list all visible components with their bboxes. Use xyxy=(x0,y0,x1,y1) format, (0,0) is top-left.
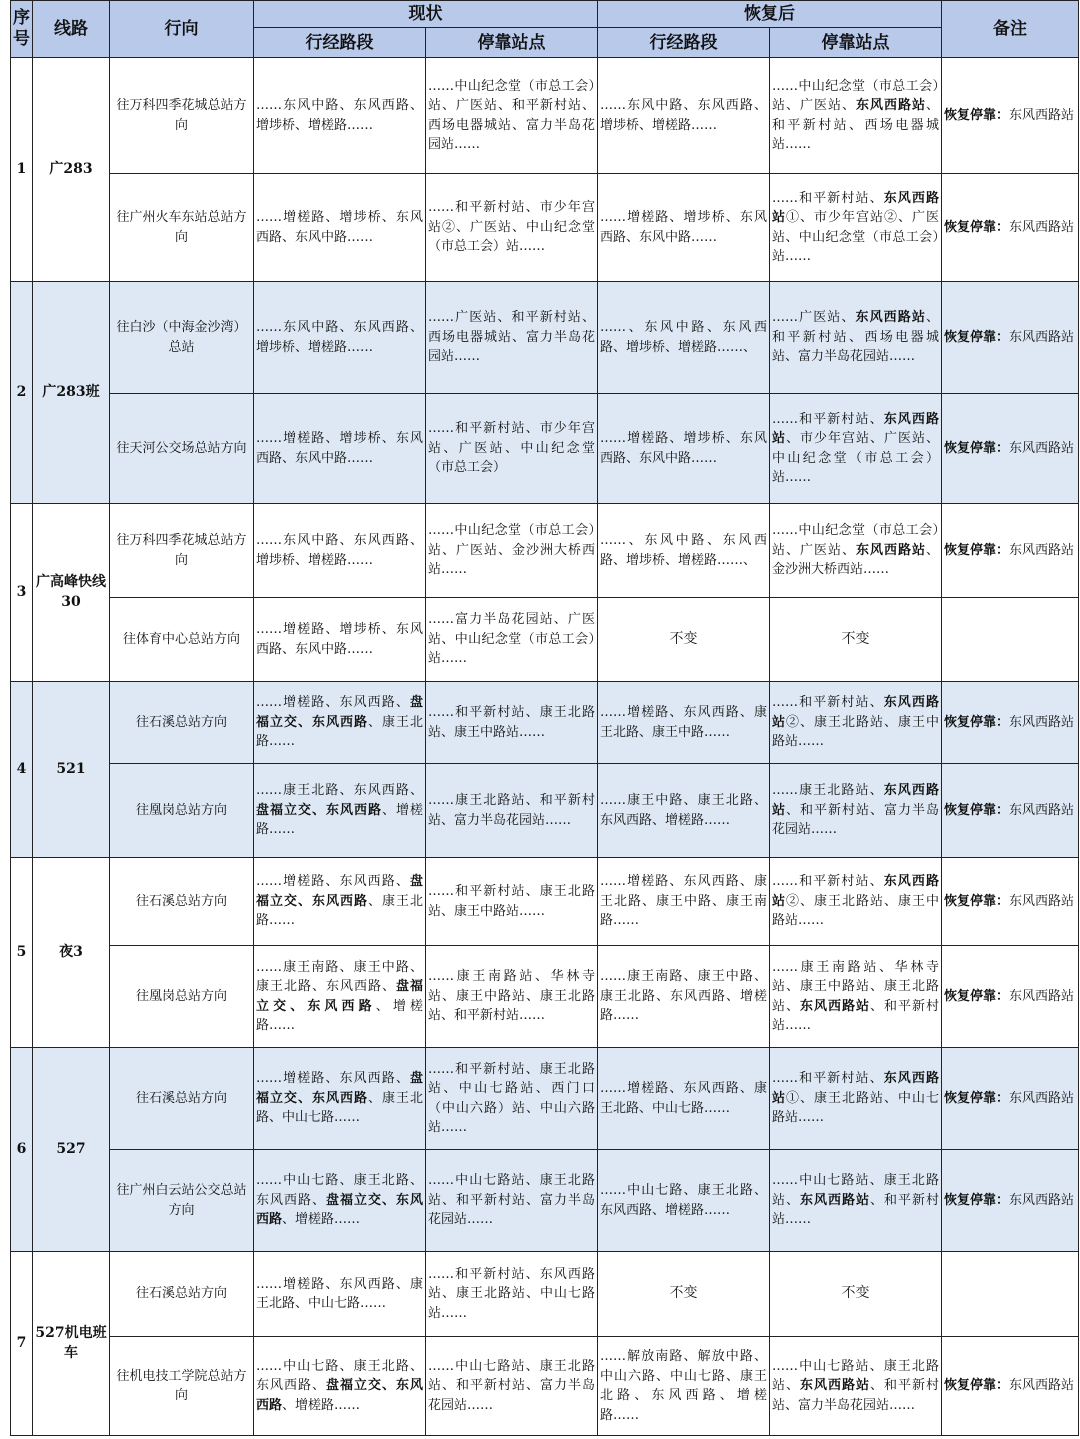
row-number: 3 xyxy=(11,504,33,682)
remark-cell xyxy=(942,946,1079,1048)
remark-cell xyxy=(942,1150,1079,1252)
table-row xyxy=(11,946,1079,1048)
restored-path-cell xyxy=(598,858,770,946)
header-seq: 序号 xyxy=(11,1,33,58)
direction-cell: 往石溪总站方向 xyxy=(110,858,254,946)
text-run: ……增槎路、东风西路、 xyxy=(256,695,410,711)
text-run: 东风西路站 xyxy=(1009,329,1075,345)
text-run: ……东风中路、东风西路、增埗桥、增槎路…… xyxy=(256,98,423,133)
text-run: 、和平新村站、富力半岛花园站…… xyxy=(772,1378,939,1413)
route-name: 527 xyxy=(33,1048,110,1252)
text-run: ……广医站、 xyxy=(772,310,856,326)
row-number: 5 xyxy=(11,858,33,1048)
current-stops-cell xyxy=(426,504,598,598)
header-restored-stops: 停靠站点 xyxy=(770,28,942,58)
current-stops-cell xyxy=(426,58,598,174)
text-run: ……中山纪念堂（市总工会）站、广医站、和平新村站、西场电器城站、富力半岛花园站…… xyxy=(428,78,595,152)
table-row xyxy=(11,504,1079,598)
text-run: ②、康王北路站、康王中路站…… xyxy=(772,714,939,750)
text-run: 东风西路站 xyxy=(1009,802,1075,818)
bold-text: 恢复停靠： xyxy=(944,1192,1010,1208)
text-run: ……康王北路、东风西路、 xyxy=(256,783,423,799)
row-number: 2 xyxy=(11,282,33,504)
restored-path-cell xyxy=(598,598,770,682)
restored-stops-cell xyxy=(770,946,942,1048)
text-run: ……、东风中路、东风西路、增埗桥、增槎路……、 xyxy=(600,320,767,355)
current-stops-cell xyxy=(426,598,598,682)
text-run: 、和平新村站、富力半岛花园站…… xyxy=(772,802,939,838)
text-run: ……和平新村站、康王北路站、康王中路站…… xyxy=(428,884,595,919)
current-path-cell xyxy=(254,1337,426,1436)
text-run: 东风西路站 xyxy=(1009,440,1075,456)
restored-stops-cell xyxy=(770,282,942,394)
direction-cell: 往石溪总站方向 xyxy=(110,1252,254,1337)
current-stops-cell xyxy=(426,946,598,1048)
direction-cell: 往天河公交场总站方向 xyxy=(110,394,254,504)
remark-cell xyxy=(942,858,1079,946)
text-run: 东风西路站 xyxy=(1009,988,1075,1004)
text-run: 东风西路站 xyxy=(1009,714,1075,730)
text-run: ……增槎路、东风西路、康王北路、中山七路…… xyxy=(256,1276,423,1311)
text-run: ……中山纪念堂（市总工会）站、广医站、 xyxy=(772,78,939,113)
text-run: ……康王南路站、华林寺站、康王中路站、康王北路站、 xyxy=(772,959,939,1014)
bold-text: 盘福立交、东风西路 xyxy=(256,695,423,730)
header-route: 线路 xyxy=(33,1,110,58)
restored-path-cell xyxy=(598,504,770,598)
text-run: 东风西路站 xyxy=(1009,1378,1075,1394)
remark-cell xyxy=(942,282,1079,394)
bold-text: 东风西路站 xyxy=(800,1192,870,1208)
bold-text: 恢复停靠： xyxy=(944,714,1010,730)
header-remark: 备注 xyxy=(942,1,1079,58)
text-run: 东风西路站 xyxy=(1009,1090,1075,1106)
text-run: ……中山七路站、康王北路站、和平新村站、富力半岛花园站…… xyxy=(428,1173,595,1228)
text-run: ……康王中路、康王北路、东风西路、增槎路…… xyxy=(600,793,767,828)
bold-text: 盘福立交、东风西路 xyxy=(256,979,423,1014)
restored-stops-cell xyxy=(770,1048,942,1150)
text-run: 、康王北路、中山七路…… xyxy=(256,1090,423,1126)
text-run: ……广医站、和平新村站、西场电器城站、富力半岛花园站…… xyxy=(428,310,595,365)
restored-path-cell xyxy=(598,1337,770,1436)
bold-text: 恢复停靠： xyxy=(944,107,1010,123)
text-run: 、市少年宫站、广医站、中山纪念堂（市总工会）站…… xyxy=(772,431,939,485)
text-run: 不变 xyxy=(669,630,698,647)
current-path-cell xyxy=(254,282,426,394)
restored-path-cell xyxy=(598,174,770,282)
text-run: 、康王北路…… xyxy=(256,893,423,929)
direction-cell: 往万科四季花城总站方向 xyxy=(110,504,254,598)
text-run: 、增槎路…… xyxy=(282,1212,361,1228)
bold-text: 东风西路站 xyxy=(772,411,939,446)
text-run: 、增槎路…… xyxy=(282,1397,361,1413)
restored-stops-cell xyxy=(770,58,942,174)
text-run: 、康王北路…… xyxy=(256,714,423,750)
table-body xyxy=(11,58,1079,1436)
bold-text: 东风西路站 xyxy=(800,998,870,1014)
row-number: 6 xyxy=(11,1048,33,1252)
table-header xyxy=(11,1,1079,58)
text-run: ……东风中路、东风西路、增埗桥、增槎路…… xyxy=(256,320,423,355)
remark-cell xyxy=(942,58,1079,174)
header-current: 现状 xyxy=(254,1,598,28)
text-run: 东风西路站 xyxy=(1009,107,1075,123)
table-row xyxy=(11,174,1079,282)
header-current-path: 行经路段 xyxy=(254,28,426,58)
text-run: ……康王南路站、华林寺站、康王中路站、康王北路站、和平新村站…… xyxy=(428,969,595,1024)
text-run: ……增槎路、增埗桥、东风西路、东风中路…… xyxy=(256,210,423,245)
text-run: ……和平新村站、 xyxy=(772,874,884,890)
text-run: ……解放南路、解放中路、中山六路、中山七路、康王北路、东风西路、增槎路…… xyxy=(600,1349,767,1423)
current-path-cell xyxy=(254,598,426,682)
text-run: 、和平新村站、西场电器城站…… xyxy=(772,98,939,152)
text-run: 、和平新村站…… xyxy=(772,1192,939,1228)
text-run: 东风西路站 xyxy=(1009,542,1075,558)
bold-text: 恢复停靠： xyxy=(944,329,1010,345)
direction-cell: 往石溪总站方向 xyxy=(110,682,254,764)
table-row xyxy=(11,282,1079,394)
bold-text: 恢复停靠： xyxy=(944,219,1010,235)
text-run: 、增槎路…… xyxy=(256,802,423,838)
remark-cell xyxy=(942,504,1079,598)
current-stops-cell xyxy=(426,858,598,946)
text-run: ……和平新村站、 xyxy=(772,1071,884,1087)
current-stops-cell xyxy=(426,1252,598,1337)
bold-text: 东风西路站 xyxy=(772,695,939,730)
text-run: ……和平新村站、 xyxy=(772,190,884,206)
restored-path-cell xyxy=(598,394,770,504)
direction-cell: 往凰岗总站方向 xyxy=(110,946,254,1048)
bold-text: 东风西路站 xyxy=(772,783,939,818)
restored-path-cell xyxy=(598,764,770,858)
text-run: ……康王北路站、和平新村站、富力半岛花园站…… xyxy=(428,793,595,828)
row-number: 7 xyxy=(11,1252,33,1436)
route-name: 广高峰快线30 xyxy=(33,504,110,682)
restored-path-cell xyxy=(598,1252,770,1337)
route-name: 广283 xyxy=(33,58,110,282)
text-run: ……中山七路、康王北路、东风西路、 xyxy=(256,1358,423,1394)
table-row xyxy=(11,58,1079,174)
table-row xyxy=(11,682,1079,764)
text-run: ……康王南路、康王中路、康王北路、东风西路、增槎路…… xyxy=(600,969,767,1024)
text-run: 不变 xyxy=(841,630,870,647)
table-row xyxy=(11,1337,1079,1436)
text-run: 、增槎路…… xyxy=(256,998,423,1033)
current-stops-cell xyxy=(426,682,598,764)
text-run: ……和平新村站、康王北路站、康王中路站…… xyxy=(428,705,595,740)
restored-stops-cell xyxy=(770,504,942,598)
current-stops-cell xyxy=(426,1337,598,1436)
current-stops-cell xyxy=(426,174,598,282)
current-stops-cell xyxy=(426,1150,598,1252)
text-run: ……和平新村站、 xyxy=(772,411,884,427)
route-table-container xyxy=(10,0,1078,1436)
direction-cell: 往万科四季花城总站方向 xyxy=(110,58,254,174)
remark-cell xyxy=(942,682,1079,764)
restored-stops-cell xyxy=(770,1252,942,1337)
remark-cell xyxy=(942,174,1079,282)
bold-text: 恢复停靠： xyxy=(944,802,1010,818)
bold-text: 东风西路站 xyxy=(855,542,926,558)
direction-cell: 往白沙（中海金沙湾）总站 xyxy=(110,282,254,394)
direction-cell: 往体育中心总站方向 xyxy=(110,598,254,682)
bold-text: 东风西路站 xyxy=(772,1071,939,1106)
header-restored: 恢复后 xyxy=(598,1,942,28)
bold-text: 恢复停靠： xyxy=(944,1378,1010,1394)
table-row xyxy=(11,394,1079,504)
restored-stops-cell xyxy=(770,764,942,858)
bold-text: 盘福立交、东风西路 xyxy=(256,1378,423,1413)
bold-text: 盘福立交、东风西路 xyxy=(256,802,382,818)
text-run: ……和平新村站、 xyxy=(772,695,884,711)
table-row xyxy=(11,1150,1079,1252)
restored-stops-cell xyxy=(770,174,942,282)
restored-path-cell xyxy=(598,946,770,1048)
text-run: ……和平新村站、康王北路站、中山七路站、西门口（中山六路）站、中山六路站…… xyxy=(428,1061,595,1135)
restored-stops-cell xyxy=(770,394,942,504)
text-run: ……增槎路、东风西路、康王北路、康王中路、康王南路…… xyxy=(600,874,767,929)
bold-text: 东风西路站 xyxy=(772,190,939,225)
bold-text: 恢复停靠： xyxy=(944,893,1010,909)
remark-cell xyxy=(942,1337,1079,1436)
text-run: ②、康王北路站、康王中路站…… xyxy=(772,893,939,929)
text-run: 不变 xyxy=(841,1285,870,1302)
direction-cell: 往广州白云站公交总站方向 xyxy=(110,1150,254,1252)
restored-path-cell xyxy=(598,1150,770,1252)
direction-cell: 往凰岗总站方向 xyxy=(110,764,254,858)
restored-path-cell xyxy=(598,282,770,394)
restored-stops-cell xyxy=(770,1337,942,1436)
restored-path-cell xyxy=(598,58,770,174)
table-row xyxy=(11,858,1079,946)
text-run: 、和平新村站…… xyxy=(772,998,939,1033)
header-restored-path: 行经路段 xyxy=(598,28,770,58)
text-run: ……增槎路、东风西路、 xyxy=(256,874,410,890)
text-run: 不变 xyxy=(669,1285,698,1302)
current-path-cell xyxy=(254,764,426,858)
text-run: ……增槎路、东风西路、康王北路、中山七路…… xyxy=(600,1081,767,1116)
bold-text: 恢复停靠： xyxy=(944,542,1010,558)
text-run: ①、市少年宫站②、广医站、中山纪念堂（市总工会）站…… xyxy=(772,210,939,264)
direction-cell: 往广州火车东站总站方向 xyxy=(110,174,254,282)
text-run: ……东风中路、东风西路、增埗桥、增槎路…… xyxy=(256,533,423,568)
text-run: ……康王南路、康王中路、康王北路、东风西路、 xyxy=(256,959,423,994)
current-path-cell xyxy=(254,1150,426,1252)
row-number: 4 xyxy=(11,682,33,858)
bold-text: 盘福立交、东风西路 xyxy=(256,874,423,909)
bold-text: 东风西路站 xyxy=(855,310,926,326)
text-run: ……和平新村站、市少年宫站②、广医站、中山纪念堂（市总工会）站…… xyxy=(428,200,595,255)
bold-text: 恢复停靠： xyxy=(944,1090,1010,1106)
route-name: 521 xyxy=(33,682,110,858)
text-run: 东风西路站 xyxy=(1009,219,1075,235)
table-row xyxy=(11,1048,1079,1150)
remark-cell xyxy=(942,764,1079,858)
route-change-table xyxy=(10,0,1079,1436)
current-path-cell xyxy=(254,682,426,764)
text-run: ……中山纪念堂（市总工会）站、广医站、 xyxy=(772,523,939,558)
route-name: 广283班 xyxy=(33,282,110,504)
text-run: ……中山七路站、康王北路站、和平新村站、富力半岛花园站…… xyxy=(428,1358,595,1413)
remark-cell xyxy=(942,394,1079,504)
text-run: ……东风中路、东风西路、增埗桥、增槎路…… xyxy=(600,98,767,133)
restored-path-cell xyxy=(598,682,770,764)
table-row xyxy=(11,1252,1079,1337)
text-run: 东风西路站 xyxy=(1009,1192,1075,1208)
current-path-cell xyxy=(254,174,426,282)
bold-text: 盘福立交、东风西路 xyxy=(256,1192,423,1228)
bold-text: 东风西路站 xyxy=(800,1378,870,1394)
text-run: ①、康王北路站、中山七路站…… xyxy=(772,1090,939,1126)
current-path-cell xyxy=(254,394,426,504)
current-path-cell xyxy=(254,946,426,1048)
header-current-stops: 停靠站点 xyxy=(426,28,598,58)
text-run: 、金沙洲大桥西站…… xyxy=(772,542,939,578)
bold-text: 恢复停靠： xyxy=(944,440,1010,456)
current-path-cell xyxy=(254,504,426,598)
text-run: ……增槎路、增埗桥、东风西路、东风中路…… xyxy=(256,431,423,466)
text-run: ……增槎路、增埗桥、东风西路、东风中路…… xyxy=(600,431,767,466)
text-run: 东风西路站 xyxy=(1009,893,1075,909)
current-path-cell xyxy=(254,58,426,174)
current-path-cell xyxy=(254,858,426,946)
route-name: 夜3 xyxy=(33,858,110,1048)
bold-text: 东风西路站 xyxy=(855,98,926,113)
restored-stops-cell xyxy=(770,598,942,682)
restored-stops-cell xyxy=(770,1150,942,1252)
direction-cell: 往机电技工学院总站方向 xyxy=(110,1337,254,1436)
remark-cell xyxy=(942,598,1079,682)
header-direction: 行向 xyxy=(110,1,254,58)
current-stops-cell xyxy=(426,1048,598,1150)
remark-cell xyxy=(942,1252,1079,1337)
direction-cell: 往石溪总站方向 xyxy=(110,1048,254,1150)
text-run: ……和平新村站、东风西路站、康王北路站、中山七路站…… xyxy=(428,1266,595,1321)
text-run: ……康王北路站、 xyxy=(772,783,884,799)
text-run: ……和平新村站、市少年宫站、广医站、中山纪念堂（市总工会） xyxy=(428,421,595,476)
text-run: ……增槎路、增埗桥、东风西路、东风中路…… xyxy=(600,210,767,245)
text-run: 、和平新村站、西场电器城站、富力半岛花园站…… xyxy=(772,310,939,365)
table-row xyxy=(11,764,1079,858)
bold-text: 盘福立交、东风西路 xyxy=(256,1071,423,1106)
text-run: ……中山七路、康王北路、东风西路、增槎路…… xyxy=(600,1183,767,1218)
restored-path-cell xyxy=(598,1048,770,1150)
bold-text: 东风西路站 xyxy=(772,874,939,909)
current-path-cell xyxy=(254,1252,426,1337)
text-run: ……中山七路站、康王北路站、 xyxy=(772,1358,939,1394)
row-number: 1 xyxy=(11,58,33,282)
text-run: ……中山七路、康王北路、东风西路、 xyxy=(256,1173,423,1208)
text-run: ……增槎路、增埗桥、东风西路、东风中路…… xyxy=(256,622,423,657)
current-stops-cell xyxy=(426,764,598,858)
bold-text: 恢复停靠： xyxy=(944,988,1010,1004)
current-path-cell xyxy=(254,1048,426,1150)
text-run: ……、东风中路、东风西路、增埗桥、增槎路……、 xyxy=(600,533,767,568)
text-run: ……中山纪念堂（市总工会）站、广医站、金沙洲大桥西站…… xyxy=(428,523,595,578)
text-run: ……富力半岛花园站、广医站、中山纪念堂（市总工会）站…… xyxy=(428,612,595,667)
restored-stops-cell xyxy=(770,858,942,946)
restored-stops-cell xyxy=(770,682,942,764)
text-run: ……中山七路站、康王北路站、 xyxy=(772,1173,939,1208)
text-run: ……增槎路、东风西路、康王北路、康王中路…… xyxy=(600,705,767,740)
route-name: 527机电班车 xyxy=(33,1252,110,1436)
table-row xyxy=(11,598,1079,682)
current-stops-cell xyxy=(426,282,598,394)
remark-cell xyxy=(942,1048,1079,1150)
text-run: ……增槎路、东风西路、 xyxy=(256,1071,410,1087)
current-stops-cell xyxy=(426,394,598,504)
